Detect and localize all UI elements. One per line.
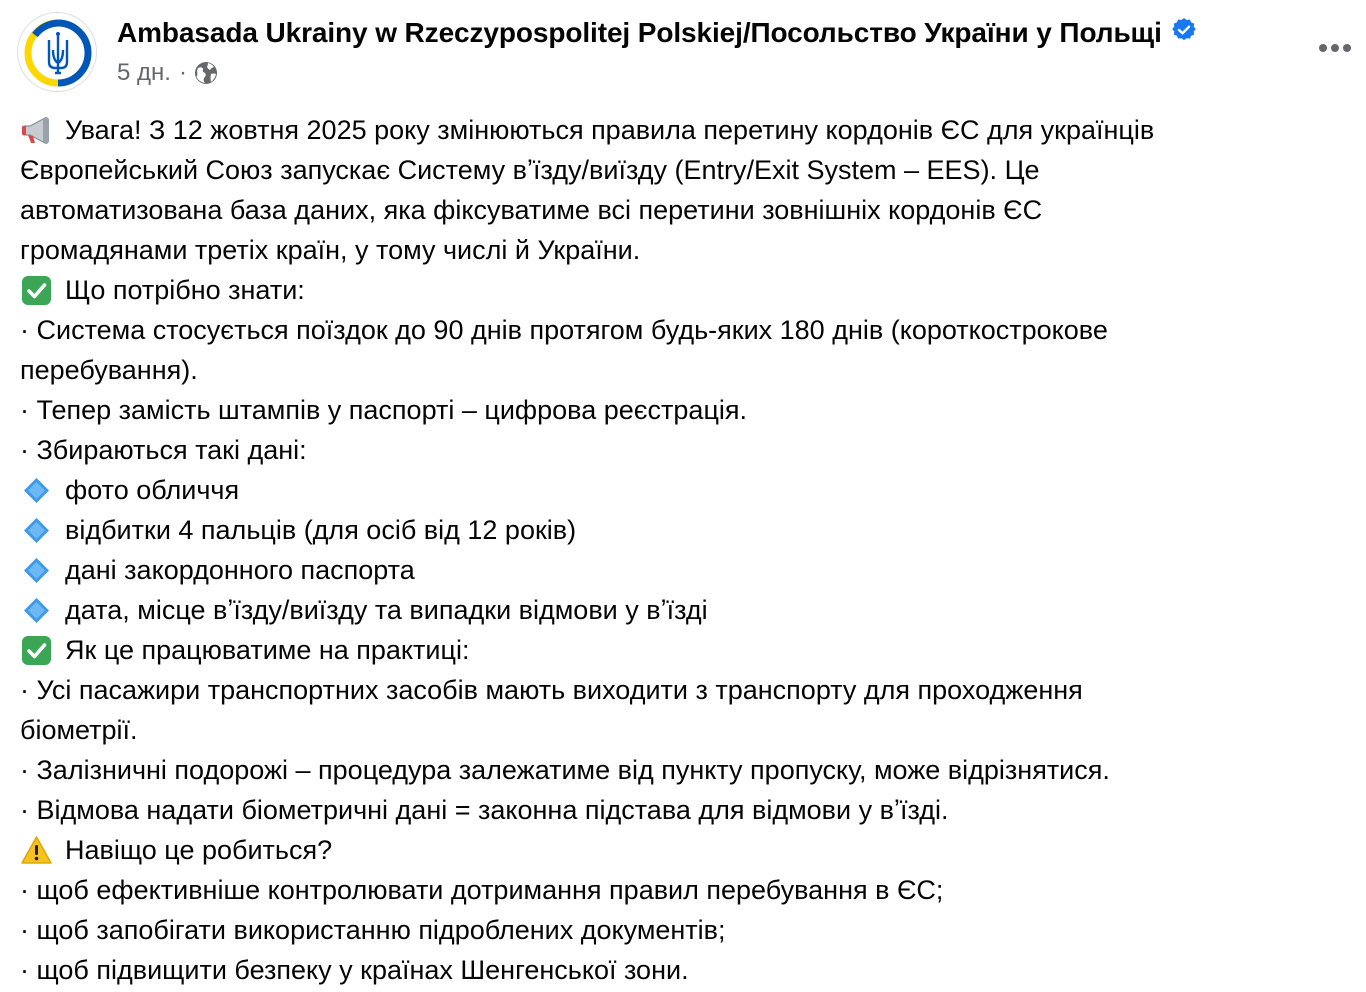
bullet-line: · Система стосується поїздок до 90 днів протягом будь-яких 180 днів (короткострокове	[20, 315, 1108, 345]
intro-line: громадянами третіх країн, у тому числі й України.	[20, 235, 641, 265]
section-heading-text: Що потрібно знати:	[65, 275, 305, 305]
bullet-line: · Відмова надати біометричні дані = законна підстава для відмови у вʼїзді.	[20, 795, 949, 825]
intro-text: Увага! З 12 жовтня 2025 року змінюються правила перетину кордонів ЄС для українців	[65, 115, 1155, 145]
blue-diamond-icon	[20, 474, 53, 507]
blue-diamond-icon	[20, 594, 53, 627]
post-text	[20, 110, 1350, 990]
intro-line	[20, 110, 1350, 150]
bullet-line: · Тепер замість штампів у паспорті – цифрова реєстрація.	[20, 395, 748, 425]
verified-badge-icon	[1172, 18, 1196, 42]
data-list-item-text: дані закордонного паспорта	[65, 555, 415, 585]
data-list-item-text: дата, місце вʼїзду/виїзду та випадки відмови у вʼїзді	[65, 595, 708, 625]
intro-line: автоматизована база даних, яка фіксуватиме всі перетини зовнішніх кордонів ЄС	[20, 195, 1043, 225]
meta-separator: ·	[178, 59, 187, 86]
author-name-link[interactable]: Ambasada Ukrainy w Rzeczypospolitej Polskiej/Посольство України у Польщі	[117, 17, 1162, 48]
bullet-line: · Усі пасажири транспортних засобів мають виходити з транспорту для проходження	[20, 675, 1083, 705]
post-header	[0, 0, 1366, 100]
globe-icon[interactable]	[193, 60, 219, 86]
bullet-line: біометрії.	[20, 715, 138, 745]
check-mark-icon	[20, 634, 53, 667]
section-heading	[20, 830, 1350, 870]
section-heading	[20, 270, 1350, 310]
post-meta	[117, 58, 219, 88]
megaphone-icon	[20, 114, 53, 147]
bullet-line: · Залізничні подорожі – процедура залежатиме від пункту пропуску, може відрізнятися.	[20, 755, 1110, 785]
data-list-item	[20, 510, 1350, 550]
data-list-item-text: фото обличчя	[65, 475, 240, 505]
blue-diamond-icon	[20, 554, 53, 587]
data-list-item	[20, 550, 1350, 590]
post-timestamp-link[interactable]: 5 дн.	[117, 59, 171, 86]
page-avatar[interactable]	[17, 12, 97, 92]
blue-diamond-icon	[20, 514, 53, 547]
post-author	[117, 15, 1196, 51]
bullet-line: перебування).	[20, 355, 198, 385]
trident-icon	[18, 13, 97, 92]
bullet-line: · щоб підвищити безпеку у країнах Шенгенської зони.	[20, 955, 689, 985]
bullet-line: · Збираються такі дані:	[20, 435, 307, 465]
data-list-item	[20, 470, 1350, 510]
section-heading	[20, 630, 1350, 670]
bullet-line: · щоб запобігати використанню підроблених документів;	[20, 915, 726, 945]
intro-line: Європейський Союз запускає Систему вʼїзду/виїзду (Entry/Exit System – EES). Це	[20, 155, 1040, 185]
bullet-line: · щоб ефективніше контролювати дотримання правил перебування в ЄС;	[20, 875, 944, 905]
data-list-item-text: відбитки 4 пальців (для осіб від 12 років)	[65, 515, 577, 545]
section-heading-text: Навіщо це робиться?	[65, 835, 333, 865]
warning-icon	[20, 834, 53, 867]
section-heading-text: Як це працюватиме на практиці:	[65, 635, 470, 665]
more-options-icon	[1312, 30, 1358, 66]
data-list-item	[20, 590, 1350, 630]
more-options-button[interactable]	[1312, 30, 1358, 66]
check-mark-icon	[20, 274, 53, 307]
